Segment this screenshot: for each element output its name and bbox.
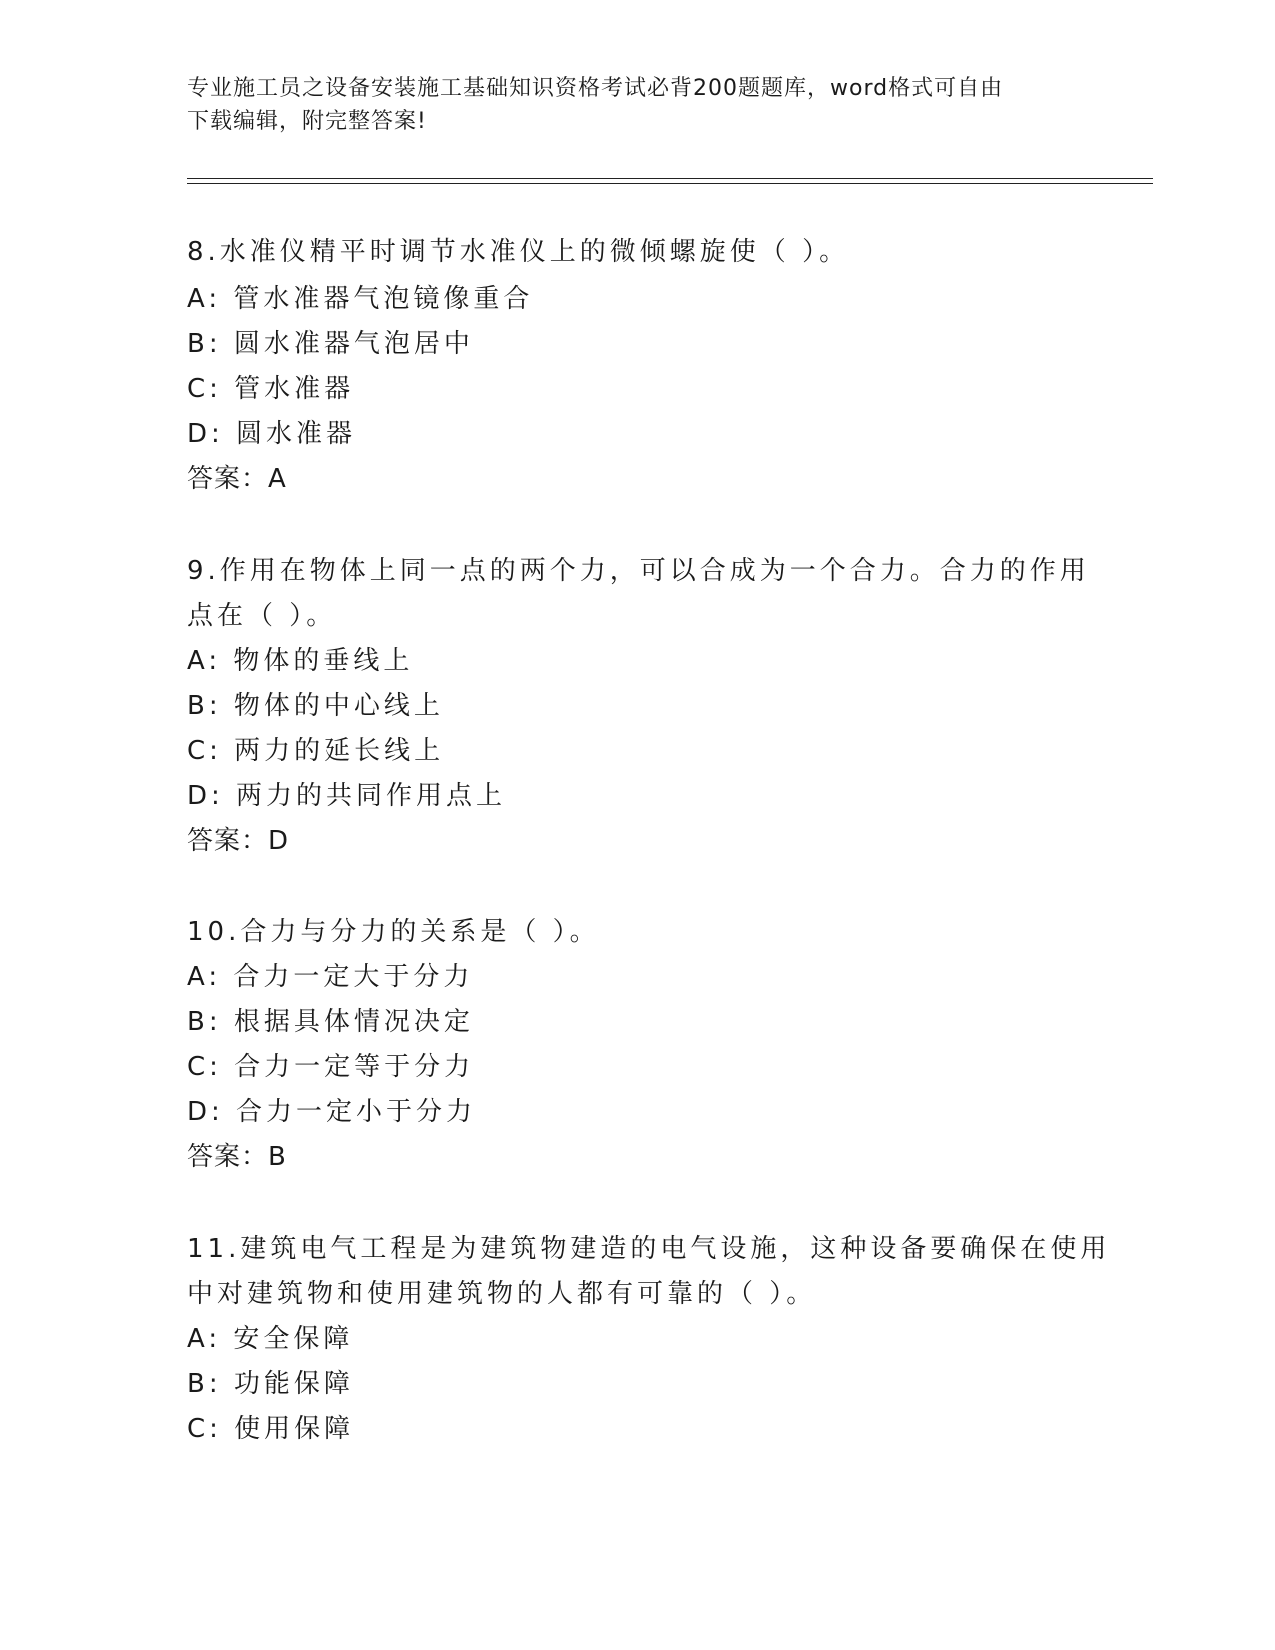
- question-8-answer: 答案：A: [187, 464, 287, 494]
- question-11-stem-line-1: 11.建筑电气工程是为建筑物建造的电气设施，这种设备要确保在使用: [187, 1234, 1111, 1264]
- header-line-2: 下载编辑，附完整答案!: [187, 109, 427, 134]
- header-divider-bottom: [187, 183, 1153, 184]
- question-9-stem-line-2: 点在（ ）。: [187, 601, 337, 631]
- question-10-option-a: A: 合力一定大于分力: [187, 962, 474, 992]
- question-11-stem-line-2: 中对建筑物和使用建筑物的人都有可靠的（ ）。: [187, 1279, 817, 1309]
- question-8-option-a: A: 管水准器气泡镜像重合: [187, 284, 534, 314]
- question-9-stem-line-1: 9.作用在物体上同一点的两个力，可以合成为一个合力。合力的作用: [187, 556, 1090, 586]
- question-9-answer: 答案：D: [187, 826, 290, 856]
- question-10-option-b: B: 根据具体情况决定: [187, 1007, 474, 1037]
- question-9-option-b: B: 物体的中心线上: [187, 691, 444, 721]
- header-line-1: 专业施工员之设备安装施工基础知识资格考试必背200题题库，word格式可自由: [187, 76, 1004, 101]
- question-8-option-d: D: 圆水准器: [187, 419, 357, 449]
- question-9-option-a: A: 物体的垂线上: [187, 646, 414, 676]
- header-divider-top: [187, 178, 1153, 179]
- document-header: [187, 72, 1087, 138]
- question-11-option-c: C: 使用保障: [187, 1414, 355, 1444]
- question-9-option-d: D: 两力的共同作用点上: [187, 781, 507, 811]
- question-10-stem: 10.合力与分力的关系是（ ）。: [187, 917, 600, 947]
- question-10-option-c: C: 合力一定等于分力: [187, 1052, 475, 1082]
- question-10-option-d: D: 合力一定小于分力: [187, 1097, 477, 1127]
- question-10-answer: 答案：B: [187, 1142, 287, 1172]
- question-8-option-b: B: 圆水准器气泡居中: [187, 329, 474, 359]
- question-9-option-c: C: 两力的延长线上: [187, 736, 445, 766]
- question-8-option-c: C: 管水准器: [187, 374, 355, 404]
- question-11-option-b: B: 功能保障: [187, 1369, 354, 1399]
- question-11-option-a: A: 安全保障: [187, 1324, 354, 1354]
- question-8-stem: 8.水准仪精平时调节水准仪上的微倾螺旋使（ ）。: [187, 237, 850, 267]
